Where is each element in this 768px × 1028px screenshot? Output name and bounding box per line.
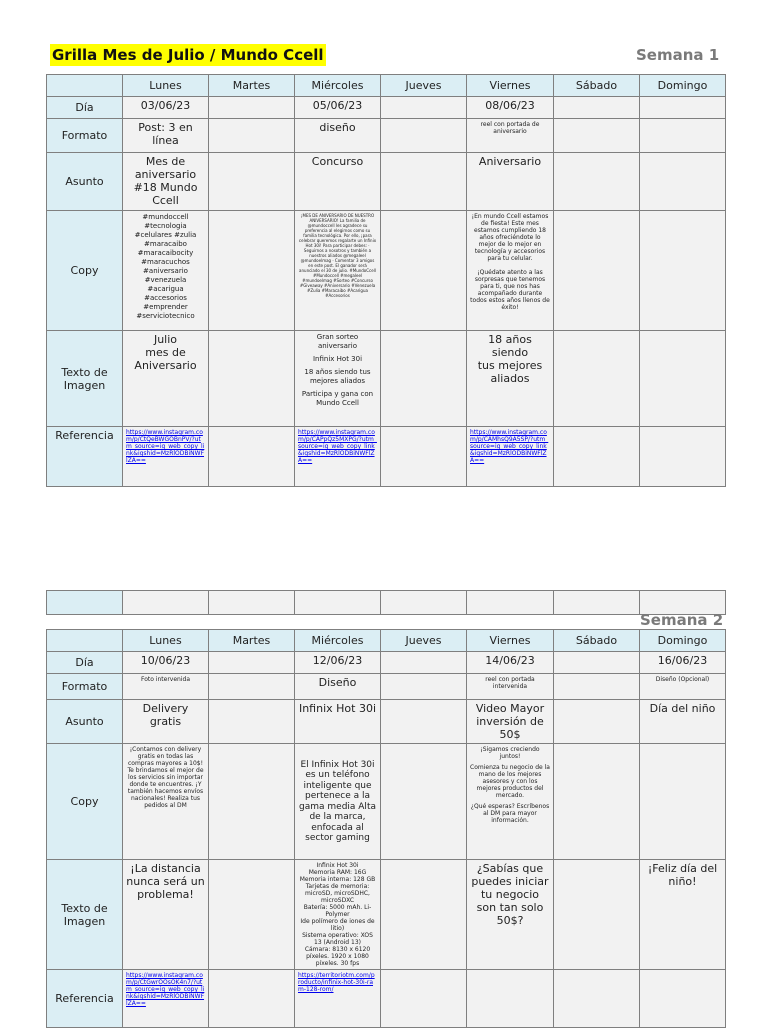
image-text-cell: Julio mes de Aniversario	[123, 331, 209, 427]
empty-cell	[209, 427, 295, 487]
header-day: Domingo	[640, 630, 726, 652]
row-label: Formato	[47, 674, 123, 700]
empty-cell	[554, 211, 640, 331]
empty-cell	[554, 700, 640, 744]
spacer-cell	[47, 591, 123, 615]
week1-row-copy	[47, 211, 726, 331]
week2-row-asunto	[47, 700, 726, 744]
reference-link[interactable]: https://territoriotm.com/producto/infinix-hot-30i-ram-128-rom/	[298, 972, 375, 993]
copy-line: ¿Qué esperas? Escríbenos al DM para mayor información.	[470, 803, 550, 824]
image-text-cell: ¿Sabías que puedes iniciar tu negocio son tan solo 50$?	[467, 860, 554, 970]
image-text-cell: 18 años siendo tus mejores aliados	[467, 331, 554, 427]
empty-cell	[554, 970, 640, 1028]
date-cell: 12/06/23	[295, 652, 381, 674]
empty-cell	[381, 700, 467, 744]
header-day: Jueves	[381, 75, 467, 97]
empty-cell	[209, 153, 295, 211]
row-label: Copy	[47, 744, 123, 860]
image-text-line: Infinix Hot 30i	[312, 355, 363, 363]
week2-header-row	[47, 630, 726, 652]
subject-cell: Concurso	[295, 153, 381, 211]
empty-cell	[554, 652, 640, 674]
image-text-cell: ¡Feliz día del niño!	[640, 860, 726, 970]
copy-line: Comienza tu negocio de la mano de los mejores asesores y con los mejores productos del mercado.	[470, 764, 550, 799]
copy-cell: ¡En mundo Ccell estamos de fiesta! Este mes estamos cumpliendo 18 años ofreciéndote lo mejor de lo mejor en tecnología y accesorios para tu celular. ¡Quédate atento a las sorpresas que tenemos para ti, que nos has acompañado durante todos estos años llenos de éxito!	[467, 211, 554, 331]
empty-cell	[640, 970, 726, 1028]
image-text-cell: Infinix Hot 30i Memoria RAM: 16G Memoria interna: 128 GB Tarjetas de memoria: microSD, microSDHC, microSDXC Batería: 5000 mAh. Li-Polymer Ide polímero de iones de litio) Sistema operativo: XOS 13 (Android 13) Cámara: 8130 x 6120 píxeles. 1920 x 1080 píxeles. 30 fps	[295, 860, 381, 970]
empty-cell	[554, 119, 640, 153]
row-label: Asunto	[47, 153, 123, 211]
week2-row-formato	[47, 674, 726, 700]
reference-cell	[295, 970, 381, 1028]
copy-cell: ¡MES DE ANIVERSARIO DE NUESTRO ANIVERSARIO! La familia de @mundoccell les agradece su preferencia al elegirnos como su familia tecnológica. Por ello, ¡para celebrar queremos regalarte un Infinix Hot 30i! Para participar debes: · Seguirnos a nosotros y también a nuestros aliados @megaleel @mundoelmag · Comentar 3 amigos en este post. El ganador será anunciado el 30 de julio. #MundoCcell #Mundoccell #megaleel #mundoelmag #Sorteo #Concurso #Giveaway #Aniversario #Venezuela #Zulia #Maracaibo #Acarigua #Accesorios	[295, 211, 381, 331]
week1-header-row	[47, 75, 726, 97]
empty-cell	[381, 427, 467, 487]
week1-table	[46, 74, 726, 487]
row-label: Referencia	[47, 427, 123, 487]
reference-link[interactable]: https://www.instagram.com/p/CAPpQz5MXPG/?utm_source=ig_web_copy_link&igshid=MzRlODBiNWFlZA==	[298, 429, 377, 464]
date-cell: 05/06/23	[295, 97, 381, 119]
empty-cell	[209, 211, 295, 331]
format-cell: Diseño	[295, 674, 381, 700]
header-day: Viernes	[467, 75, 554, 97]
subject-cell: Aniversario	[467, 153, 554, 211]
reference-link[interactable]: https://www.instagram.com/p/CAMhsQ9A5SP/?utm_source=ig_web_copy_link&igshid=MzRlODBiNWFlZA==	[470, 429, 549, 464]
reference-link[interactable]: https://www.instagram.com/p/CtGwrOOsOK4n7/?utm_source=ig_web_copy_link&igshid=MzRlODBiNWFlZA==	[126, 972, 205, 1007]
week1-row-asunto	[47, 153, 726, 211]
subject-cell: Mes de aniversario #18 Mundo Ccell	[123, 153, 209, 211]
empty-cell	[640, 211, 726, 331]
format-cell: Foto intervenida	[123, 674, 209, 700]
header-day: Domingo	[640, 75, 726, 97]
empty-cell	[209, 700, 295, 744]
empty-cell	[554, 97, 640, 119]
empty-cell	[209, 97, 295, 119]
copy-line: ¡Sigamos creciendo juntos!	[480, 746, 540, 760]
empty-cell	[209, 860, 295, 970]
week2-row-referencia	[47, 970, 726, 1028]
spacer-cell	[123, 591, 209, 615]
reference-cell	[123, 427, 209, 487]
copy-cell	[467, 744, 554, 860]
spacer-cell	[554, 591, 640, 615]
week2-row-texto	[47, 860, 726, 970]
empty-cell	[554, 674, 640, 700]
subject-cell: Infinix Hot 30i	[295, 700, 381, 744]
reference-link[interactable]: https://www.instagram.com/p/CtQeBWGOBnPV/?utm_source=ig_web_copy_link&igshid=MzRlODBiNWFlZA==	[126, 429, 205, 464]
header-day: Sábado	[554, 630, 640, 652]
empty-cell	[640, 153, 726, 211]
header-day: Miércoles	[295, 630, 381, 652]
empty-cell	[209, 331, 295, 427]
page-title: Grilla Mes de Julio / Mundo Ccell	[52, 46, 324, 64]
row-label: Referencia	[47, 970, 123, 1028]
row-label: Día	[47, 97, 123, 119]
empty-cell	[640, 427, 726, 487]
week1-row-referencia	[47, 427, 726, 487]
date-cell: 03/06/23	[123, 97, 209, 119]
date-cell: 08/06/23	[467, 97, 554, 119]
spacer-cell	[381, 591, 467, 615]
format-cell: Diseño (Opcional)	[640, 674, 726, 700]
row-label: Día	[47, 652, 123, 674]
header-day: Martes	[209, 630, 295, 652]
spacer-cell	[295, 591, 381, 615]
empty-cell	[554, 331, 640, 427]
copy-cell: El Infinix Hot 30i es un teléfono inteligente que pertenece a la gama media Alta de la marca, enfocada al sector gaming	[295, 744, 381, 860]
spacer-cell	[209, 591, 295, 615]
empty-cell	[381, 331, 467, 427]
empty-cell	[381, 211, 467, 331]
date-cell: 10/06/23	[123, 652, 209, 674]
empty-cell	[381, 153, 467, 211]
empty-cell	[209, 744, 295, 860]
week1-label: Semana 1	[636, 46, 720, 64]
week2-label: Semana 2	[640, 611, 724, 629]
copy-cell: ¡Contamos con delivery gratis en todas las compras mayores a 10$! Te brindamos el mejor de los servicios sin importar donde te encuentres. ¡Y también hacemos envíos nacionales! Realiza tus pedidos al DM	[123, 744, 209, 860]
empty-cell	[381, 970, 467, 1028]
row-label: Texto de Imagen	[47, 860, 123, 970]
format-cell: diseño	[295, 119, 381, 153]
empty-cell	[209, 970, 295, 1028]
row-label: Asunto	[47, 700, 123, 744]
week2-row-dia	[47, 652, 726, 674]
format-cell: reel con portada de aniversario	[467, 119, 554, 153]
subject-cell: Día del niño	[640, 700, 726, 744]
format-cell: reel con portada intervenida	[467, 674, 554, 700]
week1-row-dia	[47, 97, 726, 119]
reference-cell	[123, 970, 209, 1028]
reference-cell	[295, 427, 381, 487]
row-label: Texto de Imagen	[47, 331, 123, 427]
empty-cell	[640, 744, 726, 860]
empty-cell	[209, 674, 295, 700]
date-cell: 16/06/23	[640, 652, 726, 674]
reference-cell	[467, 427, 554, 487]
subject-cell: Video Mayor inversión de 50$	[467, 700, 554, 744]
week2-row-copy	[47, 744, 726, 860]
empty-cell	[640, 119, 726, 153]
image-text-line: Participa y gana con Mundo Ccell	[301, 390, 374, 407]
image-text-cell: ¡La distancia nunca será un problema!	[123, 860, 209, 970]
empty-cell	[381, 652, 467, 674]
week1-row-formato	[47, 119, 726, 153]
empty-cell	[640, 97, 726, 119]
empty-cell	[209, 652, 295, 674]
spacer-row-table	[46, 590, 726, 615]
format-cell: Post: 3 en línea	[123, 119, 209, 153]
empty-cell	[381, 860, 467, 970]
header-day: Viernes	[467, 630, 554, 652]
empty-cell	[554, 860, 640, 970]
empty-cell	[381, 119, 467, 153]
header-corner	[47, 75, 123, 97]
header-day: Lunes	[123, 630, 209, 652]
row-label: Formato	[47, 119, 123, 153]
header-day: Lunes	[123, 75, 209, 97]
image-text-line: Gran sorteo aniversario	[316, 333, 359, 350]
row-label: Copy	[47, 211, 123, 331]
empty-cell	[554, 153, 640, 211]
empty-cell	[381, 97, 467, 119]
header-day: Martes	[209, 75, 295, 97]
empty-cell	[381, 674, 467, 700]
empty-cell	[554, 427, 640, 487]
header-day: Jueves	[381, 630, 467, 652]
header-day: Miércoles	[295, 75, 381, 97]
empty-cell	[381, 744, 467, 860]
empty-cell	[554, 744, 640, 860]
empty-cell	[467, 970, 554, 1028]
week2-table	[46, 629, 726, 1028]
date-cell: 14/06/23	[467, 652, 554, 674]
empty-cell	[209, 119, 295, 153]
header-corner	[47, 630, 123, 652]
header-day: Sábado	[554, 75, 640, 97]
copy-cell: #mundoccell #tecnologia #celulares #zulia #maracaibo #maracaibocity #maracuchos #aniversario #venezuela #acarigua #accesorios #emprender #serviciotecnico	[123, 211, 209, 331]
image-text-line: 18 años siendo tus mejores aliados	[304, 368, 371, 385]
spacer-row	[47, 591, 726, 615]
spacer-cell	[467, 591, 554, 615]
subject-cell: Delivery gratis	[123, 700, 209, 744]
empty-cell	[640, 331, 726, 427]
week1-row-texto	[47, 331, 726, 427]
image-text-cell	[295, 331, 381, 427]
